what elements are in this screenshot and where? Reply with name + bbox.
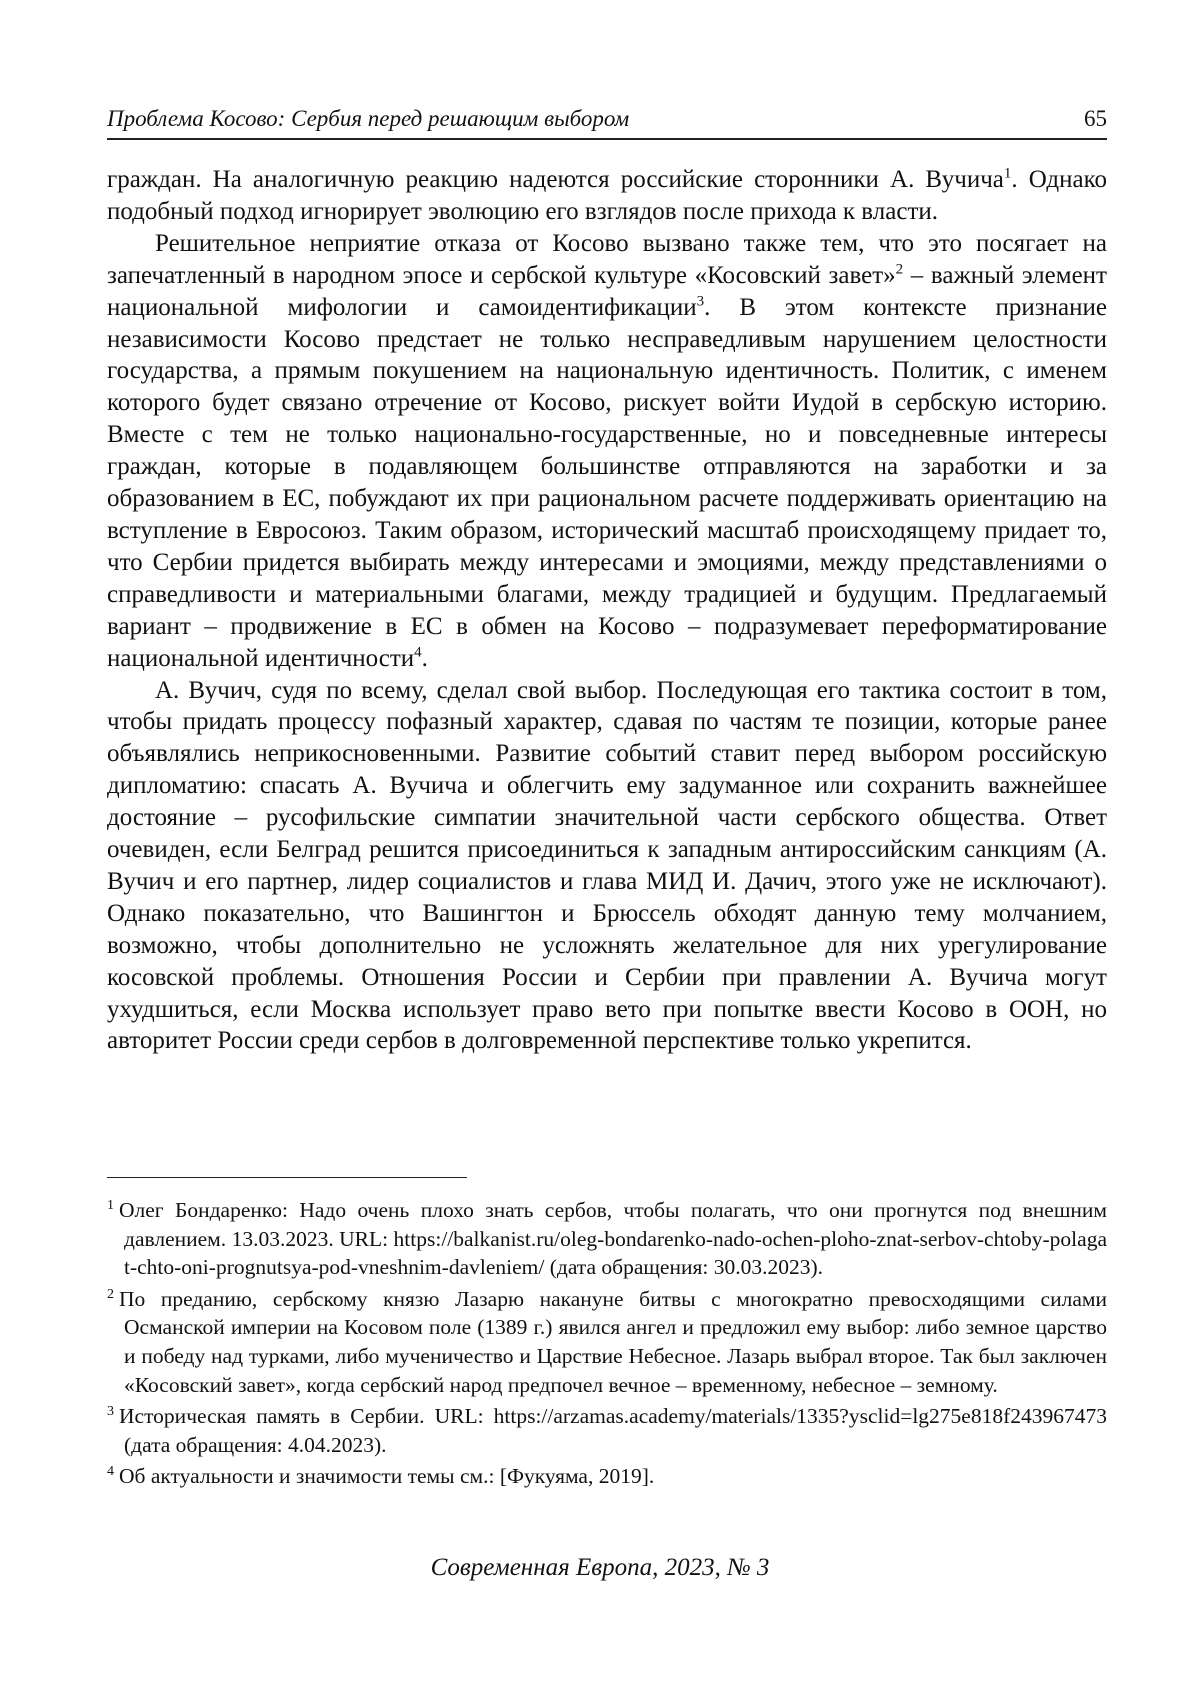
footnote-reference[interactable]: 1 (1003, 165, 1012, 182)
footnote-url[interactable]: https://balkanist.ru/oleg-bondarenko-nado-ochen-ploho-znat-serbov-chtoby-polagat-chto-oni-prognutsya-pod-vneshnim-davleniem/ (124, 1226, 1107, 1280)
footnote-url[interactable]: https://arzamas.academy/materials/1335?ysclid=lg275e818f243967473 (493, 1404, 1107, 1429)
article-body (107, 164, 1107, 1057)
footnote-text: По преданию, сербскому князю Лазарю накануне битвы с многократно превосходящими силами Османской империи на Косовом поле (1389 г.) явился ангел и предложил ему выбор: либо земное царство и победу над турками, либо мученичество и Царствие Небесное. Лазарь выбрал второе. Так был заключен «Косовский завет», когда сербский народ предпочел вечное – временному, небесное – земному. (119, 1286, 1107, 1397)
footnote-access-date: (дата обращения: 4.04.2023). (124, 1432, 387, 1457)
footnote-item (107, 1196, 1107, 1282)
paragraph-text: – важный элемент национальной мифологии и самоидентификации (107, 261, 1107, 321)
footnote-reference[interactable]: 4 (414, 644, 422, 661)
footnote-reference[interactable]: 2 (895, 261, 904, 278)
footnotes (107, 1196, 1107, 1494)
footnote-reference[interactable]: 3 (696, 293, 705, 310)
body-paragraph (107, 228, 1107, 675)
footnote-text: Об актуальности и значимости темы см.: [Фукуяма, 2019]. (119, 1464, 655, 1489)
footnote-number: 1 (107, 1197, 114, 1213)
running-title: Проблема Косово: Сербия перед решающим выбором (107, 106, 630, 131)
footnote-text: Историческая память в Сербии. URL: (119, 1404, 494, 1429)
footnote-number: 3 (107, 1404, 114, 1419)
paragraph-text: . В этом контексте признание независимости Косово предстает не только несправедливым нарушением целостности государства, а прямым покушением на национальную идентичность. Политик, с именем которого будет связано отречение от Косово, рискует войти Иудой в сербскую историю. Вместе с тем не только национально-государственные, но и повседневные интересы граждан, которые в подавляющем большинстве отправляются на заработки и за образованием в ЕС, побуждают их при рациональном расчете поддерживать ориентацию на вступление в Евросоюз. Таким образом, исторический масштаб происходящему придает то, что Сербии придется выбирать между интересами и эмоциями, между представлениями о справедливости и материальными благами, между традицией и будущим. Предлагаемый вариант – продвижение в ЕС в обмен на Косово – подразумевает переформатирование национальной идентичности (107, 293, 1107, 672)
footnote-text: Олег Бондаренко: Надо очень плохо знать сербов, чтобы полагать, что они прогнутся под внешним давлением. 13.03.2023. URL: (119, 1198, 1107, 1251)
page-number: 65 (1084, 106, 1107, 131)
running-header (107, 106, 1107, 140)
journal-footer: Современная Европа, 2023, № 3 (430, 1554, 770, 1581)
footnote-item (107, 1285, 1107, 1399)
paragraph-text: Решительное неприятие отказа от Косово вызвано также тем, что это посягает на запечатленный в народном эпосе и сербской культуре «Косовский завет» (107, 229, 1107, 289)
footnote-separator (107, 1177, 467, 1178)
paragraph-text: граждан. На аналогичную реакцию надеются российские сторонники А. Вучича (107, 166, 1004, 193)
body-paragraph (107, 675, 1107, 1058)
paragraph-text: . (421, 644, 428, 672)
paragraph-text: А. Вучич, судя по всему, сделал свой выбор. Последующая его тактика состоит в том, чтобы придать процессу пофазный характер, сдавая по частям те позиции, которые ранее объявлялись неприкосновенными. Развитие событий ставит перед выбором российскую дипломатию: спасать А. Вучича и облегчить ему задуманное или сохранить важнейшее достояние – русофильские симпатии значительной части сербского общества. Ответ очевиден, если Белград решится присоединиться к западным антироссийским санкциям (А. Вучич и его партнер, лидер социалистов и глава МИД И. Дачич, этого уже не исключают). Однако показательно, что Вашингтон и Брюссель обходят данную тему молчанием, возможно, чтобы дополнительно не усложнять желательное для них урегулирование косовской проблемы. Отношения России и Сербии при правлении А. Вучича могут ухудшиться, если Москва использует право вето при попытке ввести Косово в ООН, но авторитет России среди сербов в долговременной перспективе только укрепится. (107, 676, 1107, 1055)
body-paragraph (107, 164, 1107, 228)
footnote-item (107, 1402, 1107, 1459)
footnote-number: 2 (107, 1286, 114, 1302)
paragraph-text: . Однако подобный подход игнорирует эволюцию его взглядов после прихода к власти. (107, 166, 1108, 225)
footnote-item (107, 1462, 1107, 1491)
footnote-access-date: (дата обращения: 30.03.2023). (544, 1255, 823, 1280)
footnote-number: 4 (107, 1464, 114, 1480)
